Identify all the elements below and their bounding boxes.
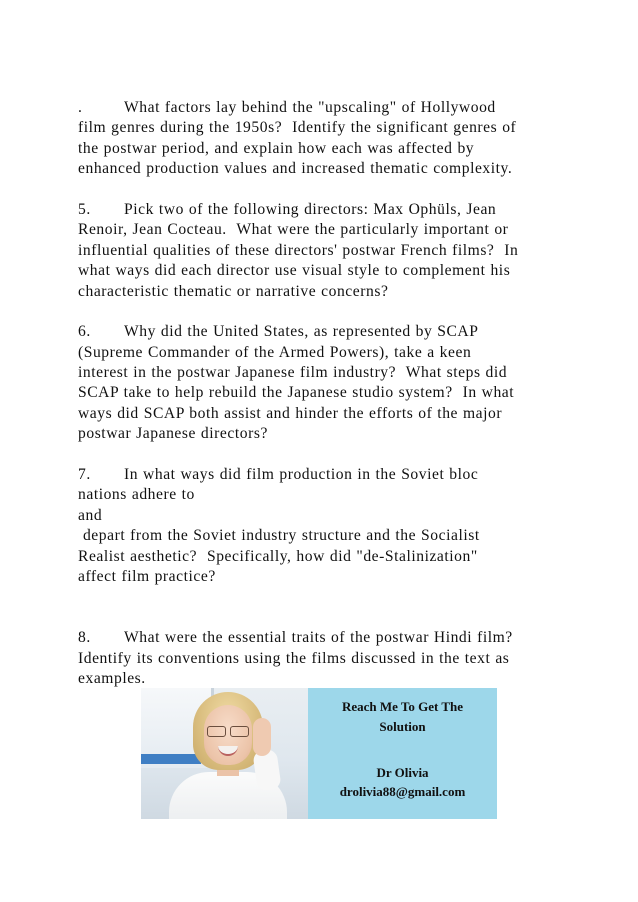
promo-headline: Reach Me To Get The [341, 699, 464, 714]
question-8 [78, 628, 578, 689]
question-line: nations adhere to [78, 486, 195, 504]
question-line: enhanced production values and increased thematic complexity. [78, 160, 513, 178]
question-7 [78, 465, 578, 587]
question-line: (Supreme Commander of the Armed Powers), take a keen [78, 343, 472, 361]
question-line: what ways did each director use visual style to complement his [78, 262, 511, 280]
question-line: 6. Why did the United States, as represented by SCAP [78, 322, 578, 342]
question-6 [78, 322, 578, 444]
question-number: 5. [78, 200, 91, 218]
question-line: influential qualities of these directors' postwar French films? In [78, 241, 519, 259]
question-4 [78, 98, 578, 180]
woman-photo [141, 688, 308, 819]
question-line: 8. What were the essential traits of the postwar Hindi film? [78, 628, 578, 648]
promo-headline-2: Solution [379, 719, 426, 734]
contact-email[interactable]: drolivia88@gmail.com [339, 784, 466, 799]
promo-banner[interactable] [141, 688, 497, 819]
question-line: . What factors lay behind the "upscaling" of Hollywood [78, 98, 578, 118]
question-line: and [78, 506, 103, 524]
question-line: affect film practice? [78, 567, 216, 585]
contact-card [308, 688, 497, 819]
question-number: 7. [78, 466, 91, 484]
question-line: 5. Pick two of the following directors: Max Ophüls, Jean [78, 200, 578, 220]
question-line: interest in the postwar Japanese film industry? What steps did [78, 364, 508, 382]
question-5 [78, 200, 578, 302]
question-line: 7. In what ways did film production in the Soviet bloc [78, 465, 578, 485]
contact-name: Dr Olivia [376, 765, 429, 780]
question-line: postwar Japanese directors? [78, 425, 268, 443]
question-line: film genres during the 1950s? Identify the significant genres of [78, 119, 517, 137]
question-number: 8. [78, 629, 91, 647]
question-line: Renoir, Jean Cocteau. What were the particularly important or [78, 221, 509, 239]
question-line: ways did SCAP both assist and hinder the efforts of the major [78, 404, 503, 422]
question-line: examples. [78, 669, 146, 687]
question-line: SCAP take to help rebuild the Japanese studio system? In what [78, 384, 515, 402]
glasses-icon [207, 726, 249, 736]
question-line: the postwar period, and explain how each was affected by [78, 139, 475, 157]
question-line: Identify its conventions using the films discussed in the text as [78, 649, 510, 667]
question-line: characteristic thematic or narrative concerns? [78, 282, 389, 300]
question-line: Realist aesthetic? Specifically, how did "de-Stalinization" [78, 547, 478, 565]
question-number: . [78, 99, 83, 116]
question-line: depart from the Soviet industry structure and the Socialist [78, 527, 480, 545]
question-list [78, 98, 578, 689]
question-number: 6. [78, 323, 91, 341]
